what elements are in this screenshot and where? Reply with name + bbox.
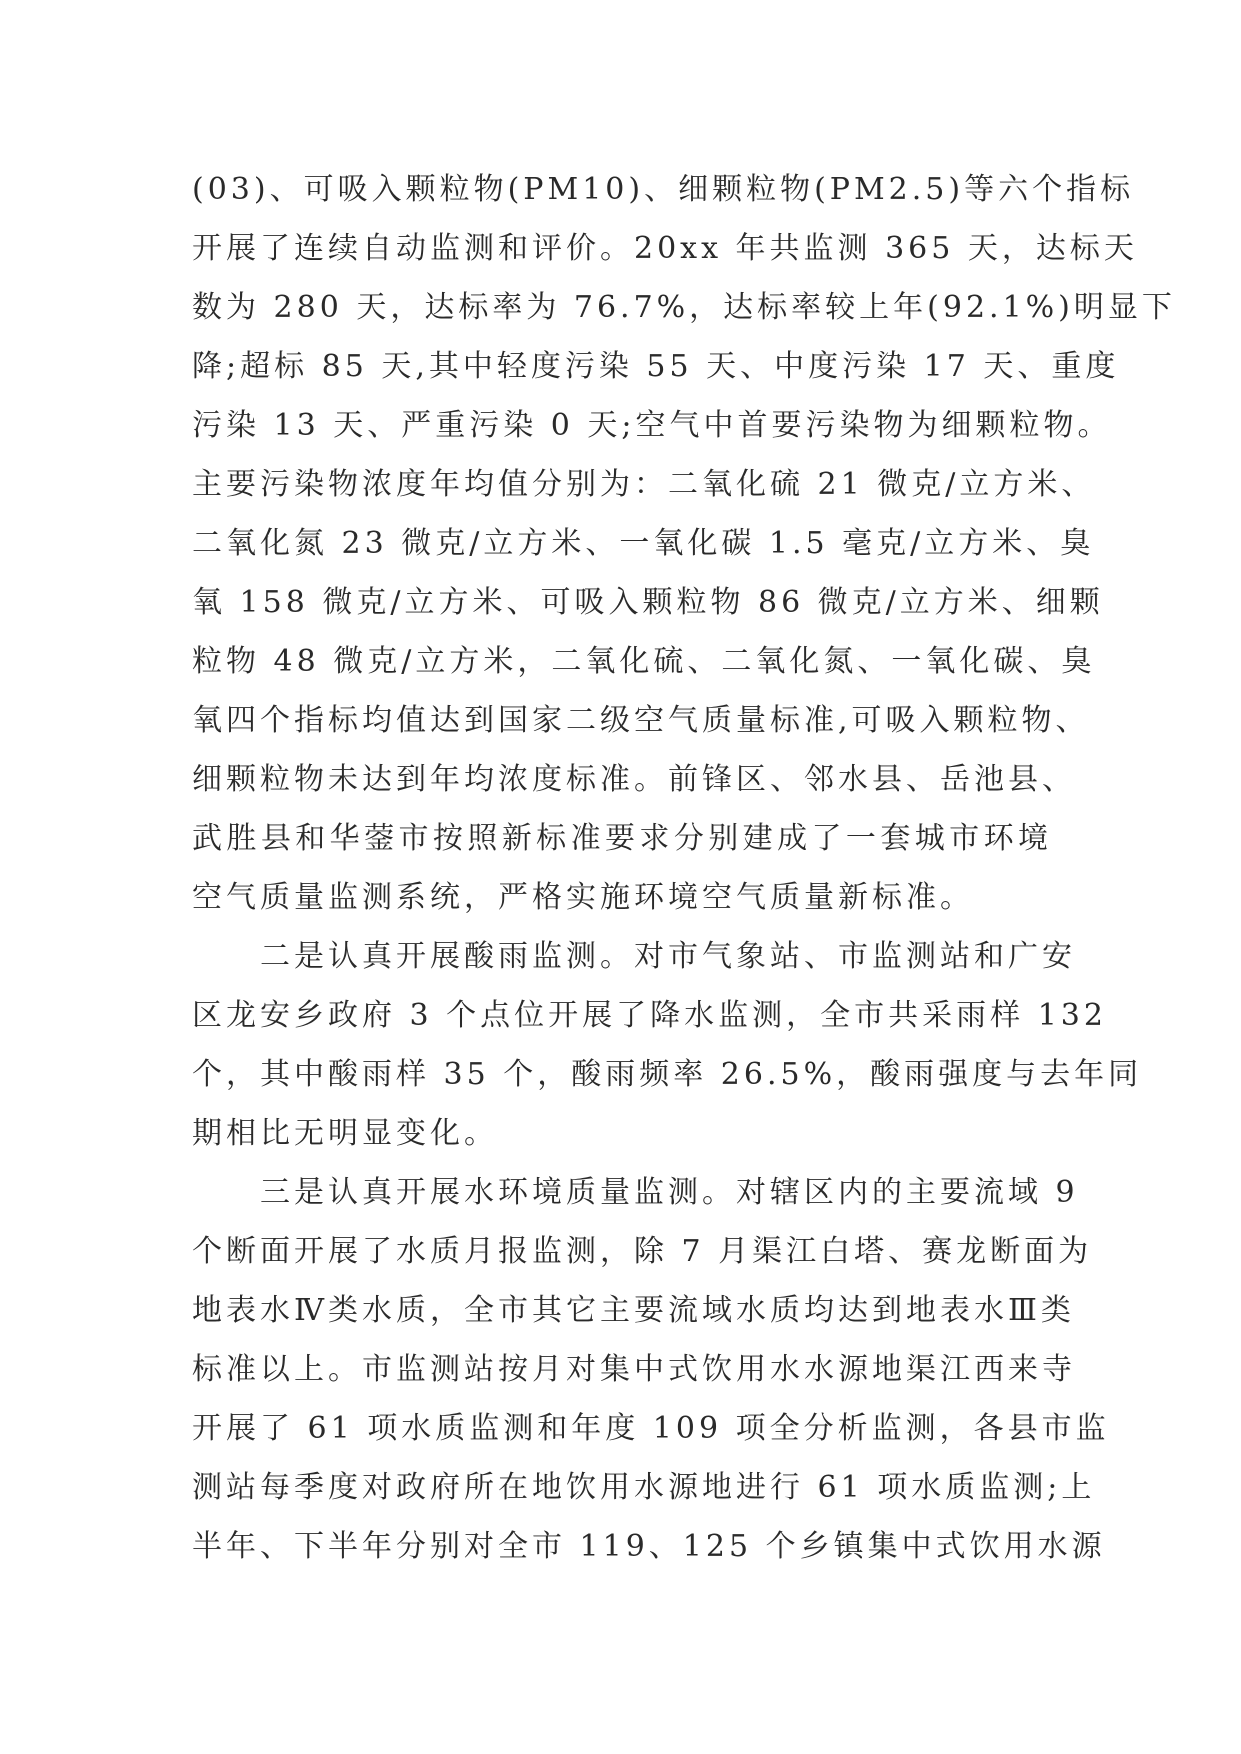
- text-line: 细颗粒物未达到年均浓度标准。前锋区、邻水县、岳池县、: [192, 762, 1076, 797]
- text-line: 开展了连续自动监测和评价。20xx 年共监测 365 天，达标天: [192, 231, 1138, 266]
- text-line: 二氧化氮 23 微克/立方米、一氧化碳 1.5 毫克/立方米、臭: [192, 526, 1095, 561]
- text-line: 主要污染物浓度年均值分别为：二氧化硫 21 微克/立方米、: [192, 467, 1096, 502]
- text-line: 武胜县和华蓥市按照新标准要求分别建成了一套城市环境: [192, 821, 1052, 856]
- text-line: 空气质量监测系统，严格实施环境空气质量新标准。: [192, 880, 974, 915]
- text-line: 半年、下半年分别对全市 119、125 个乡镇集中式饮用水源: [192, 1529, 1106, 1564]
- text-line: 开展了 61 项水质监测和年度 109 项全分析监测，各县市监: [192, 1411, 1110, 1446]
- text-line: 氧 158 微克/立方米、可吸入颗粒物 86 微克/立方米、细颗: [192, 585, 1104, 620]
- text-line: 个，其中酸雨样 35 个，酸雨频率 26.5%，酸雨强度与去年同: [192, 1057, 1143, 1092]
- text-line: 测站每季度对政府所在地饮用水源地进行 61 项水质监测;上: [192, 1470, 1096, 1505]
- text-line: 氧四个指标均值达到国家二级空气质量标准,可吸入颗粒物、: [192, 703, 1090, 738]
- text-line: 地表水Ⅳ类水质，全市其它主要流域水质均达到地表水Ⅲ类: [192, 1293, 1075, 1328]
- text-line: 二是认真开展酸雨监测。对市气象站、市监测站和广安: [260, 939, 1076, 974]
- document-body: [192, 160, 1176, 1576]
- text-line: 标准以上。市监测站按月对集中式饮用水水源地渠江西来寺: [192, 1352, 1076, 1387]
- text-line: 降;超标 85 天,其中轻度污染 55 天、中度污染 17 天、重度: [192, 349, 1120, 384]
- text-line: 期相比无明显变化。: [192, 1116, 498, 1151]
- text-line: 数为 280 天，达标率为 76.7%，达标率较上年(92.1%)明显下: [192, 290, 1176, 325]
- text-line: (03)、可吸入颗粒物(PM10)、细颗粒物(PM2.5)等六个指标: [192, 172, 1135, 207]
- text-line: 个断面开展了水质月报监测，除 7 月渠江白塔、赛龙断面为: [192, 1234, 1093, 1269]
- text-line: 三是认真开展水环境质量监测。对辖区内的主要流域 9: [260, 1175, 1079, 1210]
- text-line: 区龙安乡政府 3 个点位开展了降水监测，全市共采雨样 132: [192, 998, 1107, 1033]
- text-line: 粒物 48 微克/立方米，二氧化硫、二氧化氮、一氧化碳、臭: [192, 644, 1096, 679]
- text-line: 污染 13 天、严重污染 0 天;空气中首要污染物为细颗粒物。: [192, 408, 1112, 443]
